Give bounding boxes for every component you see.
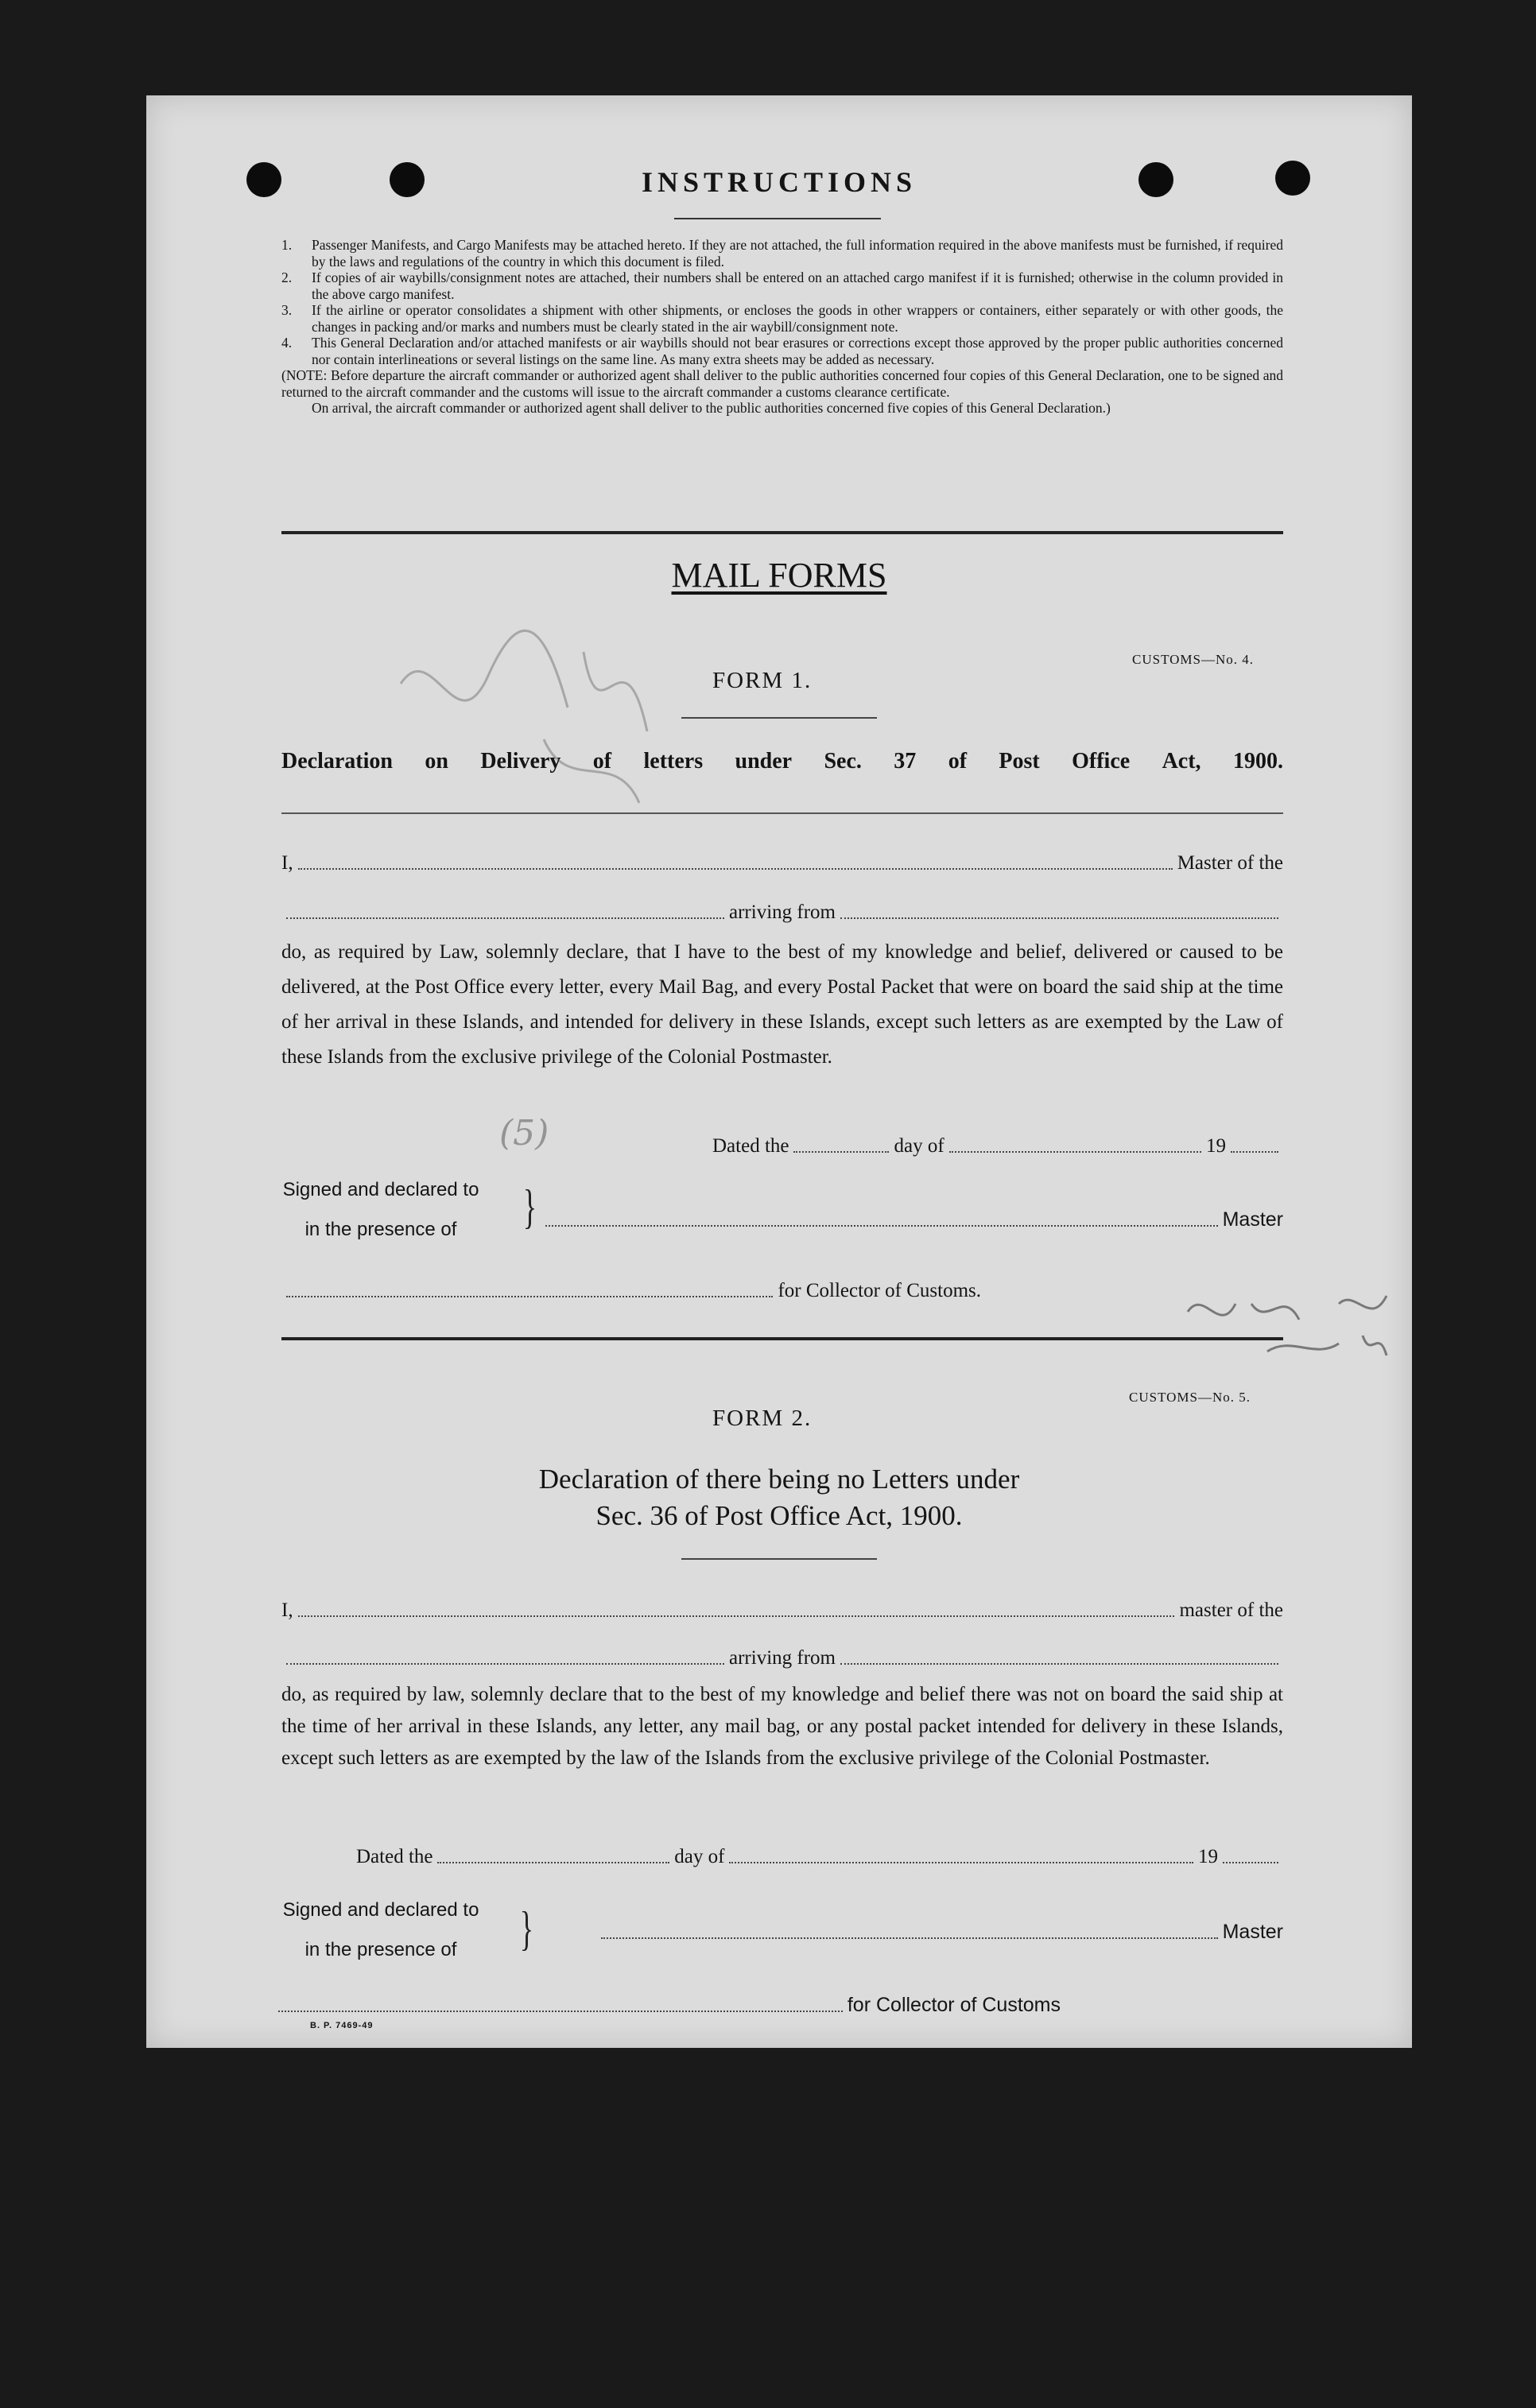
collector-label: for Collector of Customs.: [778, 1280, 981, 1301]
form1-master-line: [281, 852, 1283, 874]
form-label-rule: [681, 1558, 877, 1560]
title-word: on: [425, 749, 448, 774]
section-divider: [281, 1337, 1283, 1340]
form1-paragraph: do, as required by Law, solemnly declare, that I have to the best of my knowledge and belief, delivered or caused to be delivered, at the Post Office every letter, every Mail Bag, and every Postal Packet that were on board the said ship at the time of her arrival in these Islands, and intended for delivery in these Islands, except such letters as are exempted by the Law of these Islands from the exclusive privilege of the Colonial Postmaster.: [281, 941, 1283, 1068]
instruction-text: This General Declaration and/or attached manifests or air waybills should not bear erasures or corrections except those approved by the proper public authorities concerned nor contain interlineations or several listings on the same line. As many extra sheets may be added as necessary.: [312, 335, 1283, 367]
instruction-number: 4.: [281, 335, 293, 351]
year-label: 19: [1206, 1135, 1226, 1157]
handwritten-scribble-icon: [385, 588, 719, 827]
instruction-item: [281, 302, 1283, 335]
title-word: 1900.: [1232, 749, 1283, 774]
brace-icon: }: [519, 1902, 534, 1955]
fill-in-field[interactable]: [949, 1150, 1201, 1153]
year-label: 19: [1198, 1846, 1218, 1867]
fill-in-field[interactable]: [729, 1861, 1193, 1863]
arriving-from-label: arriving from: [729, 1647, 836, 1669]
instruction-item: [281, 335, 1283, 367]
signature-field[interactable]: [545, 1224, 1218, 1227]
signature-field[interactable]: [286, 1295, 773, 1297]
form1-arriving-line: [281, 902, 1283, 924]
collector-label: for Collector of Customs: [847, 1994, 1061, 2016]
form1-label: FORM 1.: [712, 668, 813, 693]
section-divider: [281, 531, 1283, 534]
instructions-note-arrival: On arrival, the aircraft commander or authorized agent shall deliver to the public authorities concerned five copies of this General Declaration.): [312, 400, 1111, 416]
dated-label: Dated the: [356, 1846, 433, 1867]
fill-in-field[interactable]: [286, 1662, 724, 1665]
master-label: Master: [1222, 1208, 1283, 1231]
signature-field[interactable]: [278, 2010, 843, 2012]
brace-icon: }: [522, 1181, 537, 1233]
title-word: Declaration: [281, 749, 393, 774]
instruction-number: 2.: [281, 269, 293, 285]
day-of-label: day of: [674, 1846, 725, 1867]
form2-signed-block: [266, 1890, 496, 1970]
form2-master-sign-line: [596, 1921, 1283, 1944]
instruction-text: If the airline or operator consolidates a shipment with other shipments, or encloses the goods in other wrappers or containers, either separately or with other goods, the changes in packing and/or marks and numbers must be clearly stated in the air waybill/consignment note.: [312, 302, 1283, 335]
form1-collector-line: [281, 1280, 981, 1302]
instructions-note: (NOTE: Before departure the aircraft commander or authorized agent shall deliver to the public authorities concerned four copies of this General Declaration, one to be signed and returned to the aircraft commander and the customs will issue to the aircraft commander a customs clearance certificate.: [281, 367, 1283, 400]
title-word: 37: [894, 749, 917, 774]
instruction-number: 1.: [281, 237, 293, 253]
instruction-item: [281, 237, 1283, 269]
title-word: Office: [1072, 749, 1131, 774]
instruction-text: Passenger Manifests, and Cargo Manifests may be attached hereto. If they are not attached, the full information required in the above manifests must be furnished, if required by the laws and regulations of the country in which this document is filed.: [312, 237, 1283, 269]
form2-declaration-title: [146, 1461, 1412, 1534]
handwritten-notes-icon: [1172, 1280, 1410, 1367]
signature-field[interactable]: [601, 1937, 1218, 1939]
title-underline: [674, 218, 881, 219]
fill-in-field[interactable]: [437, 1861, 669, 1863]
signed-label: Signed and declared to: [282, 1899, 479, 1921]
instructions-list: [281, 237, 1283, 417]
fill-in-field[interactable]: [1223, 1861, 1278, 1863]
instruction-text: If copies of air waybills/consignment notes are attached, their numbers shall be entered on an attached cargo manifest if it is furnished; otherwise in the column provided in the above cargo manifest.: [312, 269, 1283, 302]
title-word: Act,: [1162, 749, 1201, 774]
instruction-number: 3.: [281, 302, 293, 318]
title-word: under: [735, 749, 793, 774]
dated-label: Dated the: [712, 1135, 789, 1157]
instructions-title: INSTRUCTIONS: [641, 166, 917, 198]
form2-dated-line: [356, 1846, 1283, 1868]
mail-forms-title: MAIL FORMS: [671, 556, 887, 595]
line-suffix: master of the: [1179, 1600, 1283, 1621]
arriving-from-label: arriving from: [729, 902, 836, 923]
fill-in-field[interactable]: [793, 1150, 889, 1153]
presence-label: in the presence of: [304, 1219, 457, 1240]
declaration-title-line: Declaration of there being no Letters under: [538, 1464, 1020, 1495]
fill-in-field[interactable]: [286, 917, 724, 919]
customs-number: CUSTOMS—No. 5.: [1129, 1390, 1251, 1405]
fill-in-field[interactable]: [1231, 1150, 1278, 1153]
title-word: of: [948, 749, 968, 774]
fill-in-field[interactable]: [840, 917, 1278, 919]
line-prefix: I,: [281, 1600, 293, 1621]
customs-number: CUSTOMS—No. 4.: [1132, 652, 1255, 667]
title-word: letters: [643, 749, 704, 774]
presence-label: in the presence of: [304, 1939, 457, 1960]
form2-arriving-line: [281, 1647, 1283, 1669]
title-word: Post: [999, 749, 1040, 774]
day-of-label: day of: [894, 1135, 944, 1157]
line-suffix: Master of the: [1177, 852, 1283, 874]
form2-paragraph: do, as required by law, solemnly declare that to the best of my knowledge and belief there was not on board the said ship at the time of her arrival in these Islands, any letter, any mail bag, or any postal packet intended for delivery in these Islands, except such letters as are exempted by the law of the Islands from the exclusive privilege of the Colonial Postmaster.: [281, 1684, 1283, 1769]
line-prefix: I,: [281, 852, 293, 874]
instruction-item: [281, 269, 1283, 302]
signed-label: Signed and declared to: [282, 1179, 479, 1200]
title-word: Sec.: [824, 749, 862, 774]
title-word: Delivery: [480, 749, 561, 774]
print-code: B. P. 7469-49: [310, 2021, 374, 2030]
document-page: [146, 95, 1412, 2048]
fill-in-field[interactable]: [840, 1662, 1278, 1665]
fill-in-field[interactable]: [298, 1615, 1175, 1617]
master-label: Master: [1222, 1921, 1283, 1943]
form1-master-sign-line: [541, 1208, 1283, 1231]
title-word: of: [592, 749, 612, 774]
declaration-title-line: Sec. 36 of Post Office Act, 1900.: [595, 1500, 963, 1531]
form1-dated-line: [712, 1135, 1283, 1157]
fill-in-field[interactable]: [298, 867, 1173, 870]
form2-label: FORM 2.: [712, 1406, 813, 1431]
form2-master-line: [281, 1600, 1283, 1622]
form2-collector-line: [273, 1994, 1061, 2017]
handwritten-circled-number: (5): [499, 1113, 549, 1154]
form1-signed-block: [266, 1170, 496, 1250]
